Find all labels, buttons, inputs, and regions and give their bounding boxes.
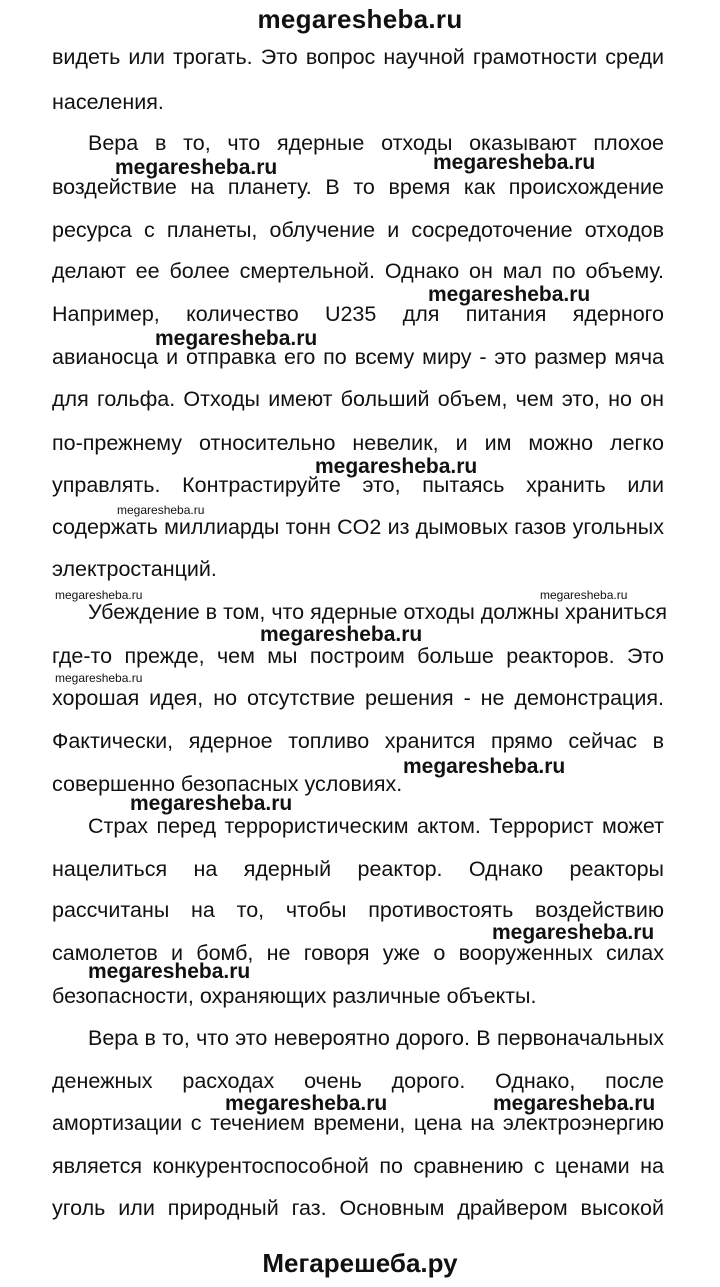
text-line: ресурса с планеты, облучение и сосредоточение отходов [52, 218, 664, 242]
text-line: делают ее более смертельной. Однако он мал по объему. [52, 259, 664, 283]
watermark: megaresheba.ru [315, 455, 478, 478]
text-line: Убеждение в том, что ядерные отходы должны храниться [88, 600, 667, 624]
watermark: megaresheba.ru [55, 588, 143, 602]
watermark: megaresheba.ru [540, 588, 628, 602]
text-line: где-то прежде, чем мы построим больше реакторов. Это [52, 644, 664, 668]
text-line: безопасности, охраняющих различные объекты. [52, 984, 537, 1008]
text-line: населения. [52, 90, 164, 114]
text-line: Вера в то, что это невероятно дорого. В первоначальных [88, 1026, 664, 1050]
text-line: видеть или трогать. Это вопрос научной грамотности среди [52, 45, 664, 69]
watermark: megaresheba.ru [115, 156, 278, 179]
watermark: megaresheba.ru [492, 921, 655, 944]
text-line: содержать миллиарды тонн CO2 из дымовых газов угольных [52, 515, 664, 539]
watermark: megaresheba.ru [88, 960, 251, 983]
watermark: megaresheba.ru [55, 671, 143, 685]
watermark: megaresheba.ru [433, 151, 596, 174]
site-header: megaresheba.ru [257, 4, 463, 34]
watermark: megaresheba.ru [428, 283, 591, 306]
watermark: megaresheba.ru [130, 792, 293, 815]
text-line: Страх перед террористическим актом. Террорист может [88, 814, 664, 838]
text-line: уголь или природный газ. Основным драйвером высокой [52, 1196, 664, 1220]
text-line: Фактически, ядерное топливо хранится прямо сейчас в [52, 729, 664, 753]
text-line: авианосца и отправка его по всему миру - это размер мяча [52, 345, 664, 369]
watermark: megaresheba.ru [403, 755, 566, 778]
text-line: Вера в то, что ядерные отходы оказывают плохое [88, 131, 664, 155]
text-line: совершенно безопасных условиях. [52, 772, 403, 796]
watermark: megaresheba.ru [225, 1092, 388, 1115]
text-line: Например, количество U235 для питания ядерного [52, 302, 664, 326]
watermark: megaresheba.ru [260, 623, 423, 646]
text-line: является конкурентоспособной по сравнению с ценами на [52, 1154, 664, 1178]
watermark: megaresheba.ru [155, 327, 318, 350]
text-line: нацелиться на ядерный реактор. Однако реакторы [52, 857, 664, 881]
text-line: амортизации с течением времени, цена на электроэнергию [52, 1111, 664, 1135]
text-line: для гольфа. Отходы имеют больший объем, чем это, но он [52, 387, 664, 411]
text-line: электростанций. [52, 557, 217, 581]
watermark: megaresheba.ru [493, 1092, 656, 1115]
text-line: денежных расходах очень дорого. Однако, после [52, 1069, 664, 1093]
text-line: хорошая идея, но отсутствие решения - не демонстрация. [52, 686, 664, 710]
text-line: воздействие на планету. В то время как происхождение [52, 175, 664, 199]
text-line: управлять. Контрастируйте это, пытаясь хранить или [52, 473, 664, 497]
watermark: megaresheba.ru [117, 503, 205, 517]
site-footer: Мегарешеба.ру [262, 1248, 458, 1278]
text-line: по-прежнему относительно невелик, и им можно легко [52, 431, 664, 455]
text-line: рассчитаны на то, чтобы противостоять воздействию [52, 898, 664, 922]
text-line: самолетов и бомб, не говоря уже о вооруженных силах [52, 941, 664, 965]
